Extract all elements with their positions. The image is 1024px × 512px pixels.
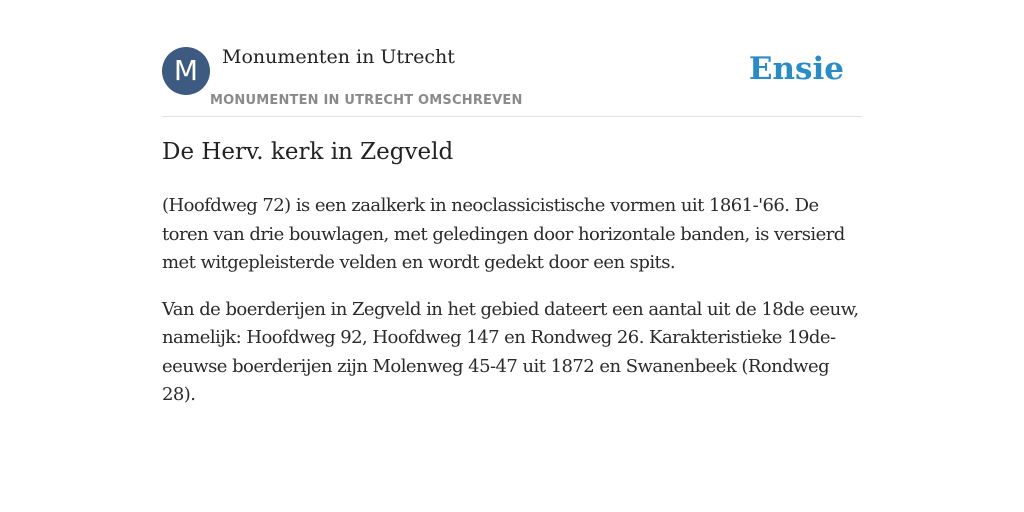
header <box>162 0 862 117</box>
book-subtitle: MONUMENTEN IN UTRECHT OMSCHREVEN <box>210 93 523 108</box>
article-title: De Herv. kerk in Zegveld <box>162 139 454 165</box>
page-container <box>162 0 862 405</box>
book-title-link[interactable]: Monumenten in Utrecht <box>222 46 455 68</box>
article-body <box>162 192 862 428</box>
article-paragraph: (Hoofdweg 72) is een zaalkerk in neoclassicistische vormen uit 1861-'66. De toren van drie bouwlagen, met geledingen door horizontale banden, is versierd met witgepleisterde velden en wordt gedekt door een spits. <box>162 195 845 273</box>
article-paragraph: Van de boerderijen in Zegveld in het gebied dateert een aantal uit de 18de eeuw, namelijk: Hoofdweg 92, Hoofdweg 147 en Rondweg 26. Karakteristieke 19de-eeuwse boerderijen zijn Molenweg 45-47 uit 1872 en Swanenbeek (Rondweg 28). <box>162 298 859 405</box>
ensie-logo[interactable]: Ensie <box>748 51 844 87</box>
book-avatar[interactable]: M <box>162 47 210 95</box>
